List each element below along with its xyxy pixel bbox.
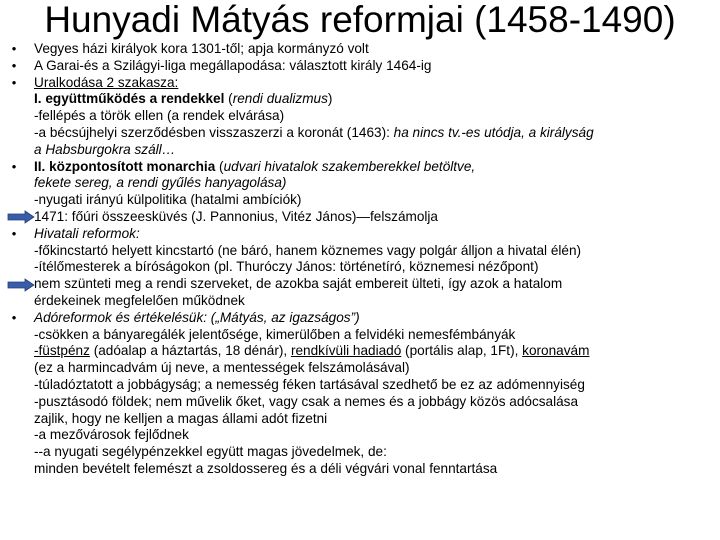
bullet-marker: • — [11, 158, 17, 174]
text-line — [34, 394, 714, 411]
bullet-marker: • — [11, 225, 17, 241]
text-line — [34, 243, 714, 260]
text-run: -ítélőmesterek a bíróságokon (pl. Thuróczy János: történetíró, köznemesi nézőpont) — [34, 259, 539, 275]
text-run: Adóreformok és értékelésük: („Mátyás, az igazságos”) — [34, 309, 360, 325]
text-line — [34, 75, 714, 92]
text-line — [34, 259, 714, 276]
text-run: -csökken a bányaregálék jelentősége, kimerülőben a felvidéki nemesfémbányák — [34, 326, 516, 342]
bullet-marker: • — [11, 57, 17, 73]
text-run: -túladóztatott a jobbágyság; a nemesség féken tartásával szedhető be ez az adómennyiség — [34, 376, 585, 392]
bullet-item — [8, 310, 714, 478]
bullet-item — [8, 58, 714, 75]
bullet-marker: • — [11, 41, 17, 56]
bullet-marker: • — [11, 309, 17, 325]
text-run: nem szünteti meg a rendi szerveket, de azokba saját embereit ülteti, így azok a hatalom — [34, 276, 563, 292]
bullet-item — [8, 159, 714, 226]
text-run: rendkívüli hadiadó — [290, 343, 402, 359]
text-run: (ez a harmincadvám új neve, a mentességek felszámolásával) — [34, 360, 410, 376]
bullet-item — [8, 41, 714, 58]
bullet-item — [8, 75, 714, 159]
right-arrow-icon — [7, 210, 35, 224]
right-arrow-icon — [7, 278, 35, 292]
text-line — [34, 41, 714, 58]
text-line — [34, 327, 714, 344]
text-line — [34, 125, 714, 142]
text-run: zajlik, hogy ne kelljen a magas állami adót fizetni — [34, 410, 328, 426]
text-line — [34, 461, 714, 478]
text-line — [34, 293, 714, 310]
text-line — [34, 175, 714, 192]
text-line — [34, 91, 714, 108]
text-run: (adóalap a háztartás, 18 dénár), — [89, 343, 291, 359]
text-run: ( — [224, 91, 233, 107]
text-line — [34, 159, 714, 176]
text-run: --a nyugati segélypénzekkel együtt magas jövedelmek, de: — [34, 444, 387, 460]
text-line — [34, 360, 714, 377]
text-run: A Garai-és a Szilágyi-liga megállapodása: választott király 1464-ig — [34, 57, 432, 73]
text-line — [34, 276, 714, 293]
text-line — [34, 377, 714, 394]
text-line — [34, 411, 714, 428]
text-run: Vegyes házi királyok kora 1301-től; apja kormányzó volt — [34, 41, 369, 56]
text-run: Hivatali reformok: — [34, 225, 140, 241]
text-run: -főkincstartó helyett kincstartó (ne báró, hanem köznemes vagy polgár álljon a hivatal élén) — [34, 242, 582, 258]
bullet-item — [8, 226, 714, 310]
text-run: -nyugati irányú külpolitika (hatalmi ambíciók) — [34, 192, 302, 208]
text-run: a Habsburgokra száll… — [34, 141, 176, 157]
text-run: II. központosított monarchia — [34, 158, 216, 174]
text-run: fekete sereg, a rendi gyűlés hanyagolása) — [34, 175, 287, 191]
text-run: I. együttműködés a rendekkel — [34, 91, 225, 107]
text-run: érdekeinek megfelelően működnek — [34, 292, 245, 308]
text-run: koronavám — [522, 343, 590, 359]
text-run: ( — [215, 158, 224, 174]
text-run: Uralkodása 2 szakasza: — [34, 74, 179, 90]
text-line — [34, 108, 714, 125]
text-line — [34, 343, 714, 360]
text-run: (portális alap, 1Ft), — [401, 343, 523, 359]
text-run: ) — [327, 91, 333, 107]
slide-title: Hunyadi Mátyás reformjai (1458-1490) — [44, 0, 676, 40]
text-line — [34, 192, 714, 209]
text-run: -pusztásodó földek; nem művelik őket, vagy csak a nemes és a jobbágy közös adócsalása — [34, 393, 579, 409]
text-run: ha nincs tv.-es utódja, a királyság — [393, 124, 594, 140]
text-line — [34, 310, 714, 327]
text-run: -a mezővárosok fejlődnek — [34, 427, 189, 443]
text-run: minden bevételt felemészt a zsoldossereg és a déli végvári vonal fenntartása — [34, 460, 498, 476]
text-line — [34, 142, 714, 159]
text-line — [34, 427, 714, 444]
text-run: 1471: főúri összeesküvés (J. Pannonius, Vitéz János)—felszámolja — [34, 208, 438, 224]
text-run: rendi dualizmus — [232, 91, 328, 107]
text-run: -a bécsújhelyi szerződésben visszaszerzi a koronát (1463): — [34, 124, 394, 140]
text-run: -füstpénz — [34, 343, 90, 359]
text-line — [34, 226, 714, 243]
text-line — [34, 444, 714, 461]
text-run: -fellépés a török ellen (a rendek elvárása) — [34, 108, 285, 124]
text-line — [34, 209, 714, 226]
bullet-list — [8, 41, 714, 478]
text-run: udvari hivatalok szakemberekkel betöltve, — [223, 158, 476, 174]
text-line — [34, 58, 714, 75]
bullet-marker: • — [11, 74, 17, 90]
